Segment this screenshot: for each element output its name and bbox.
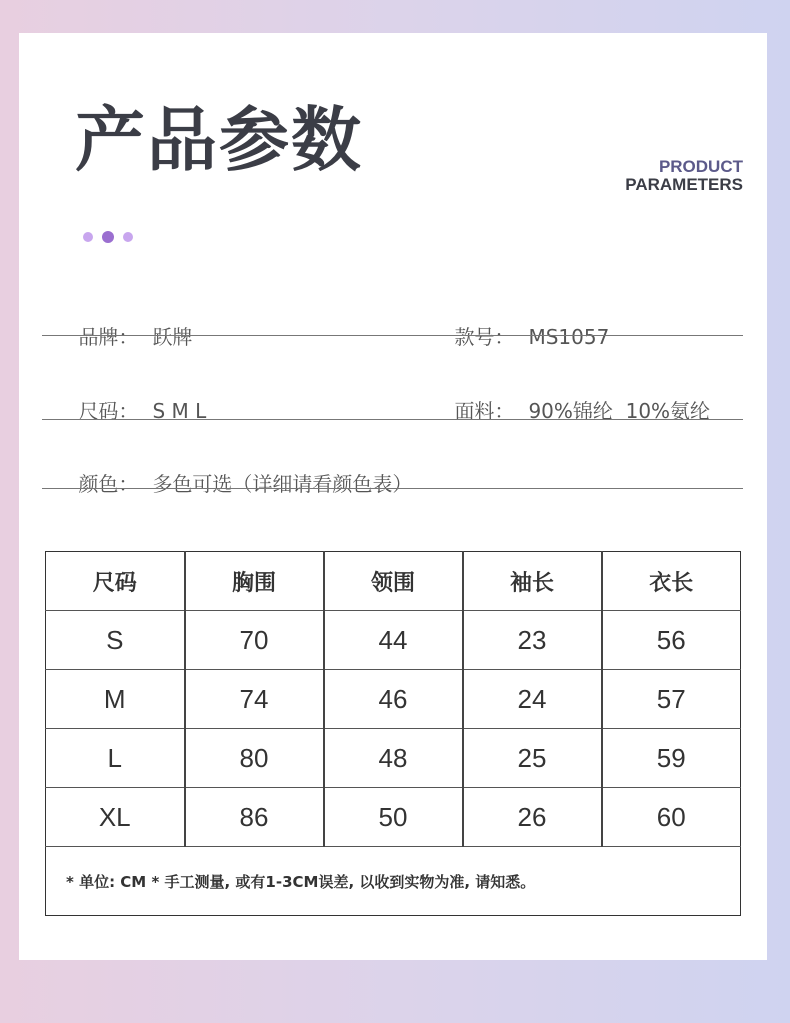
fabric-field <box>429 371 710 448</box>
subtitle-line-2: PARAMETERS <box>625 175 743 194</box>
fabric-value: 90%锦纶 10%氨纶 <box>528 399 711 423</box>
fabric-label: 面料： <box>454 399 515 423</box>
color-field <box>53 444 412 521</box>
table-cell: 86 <box>185 788 324 847</box>
brand-label: 品牌： <box>78 325 139 349</box>
measurement-note: * 单位: CM * 手工测量, 或有1-3CM误差, 以收到实物为准, 请知悉。 <box>66 872 536 891</box>
table-cell: 59 <box>602 729 741 788</box>
dot-icon <box>83 232 93 242</box>
table-cell: 70 <box>185 611 324 670</box>
table-row <box>46 729 741 788</box>
size-table <box>45 551 741 916</box>
size-value: S M L <box>152 399 207 423</box>
header-neck: 领围 <box>324 552 463 611</box>
subtitle-line-1: PRODUCT <box>658 157 743 176</box>
divider <box>42 419 743 420</box>
table-header-row <box>46 552 741 611</box>
table-cell: 60 <box>602 788 741 847</box>
parameters-card <box>19 33 767 960</box>
table-cell: XL <box>46 788 185 847</box>
model-value: MS1057 <box>528 325 610 349</box>
table-cell: 56 <box>602 611 741 670</box>
table-cell: M <box>46 670 185 729</box>
table-cell: 48 <box>324 729 463 788</box>
dot-icon <box>123 232 133 242</box>
divider <box>42 335 743 336</box>
table-cell: 57 <box>602 670 741 729</box>
color-value: 多色可选（详细请看颜色表） <box>152 472 413 496</box>
table-cell: 26 <box>463 788 602 847</box>
brand-value: 跃牌 <box>152 325 193 349</box>
table-note-row <box>46 847 741 916</box>
table-row <box>46 670 741 729</box>
page-title: 产品参数 <box>75 99 363 181</box>
size-label: 尺码： <box>78 399 139 423</box>
table-cell: 24 <box>463 670 602 729</box>
header-chest: 胸围 <box>185 552 324 611</box>
color-label: 颜色： <box>78 472 139 496</box>
divider <box>42 488 743 489</box>
dot-icon <box>102 231 114 243</box>
table-cell: 74 <box>185 670 324 729</box>
table-cell: 80 <box>185 729 324 788</box>
size-field <box>53 371 206 448</box>
table-cell: 25 <box>463 729 602 788</box>
table-cell: 50 <box>324 788 463 847</box>
table-cell: 44 <box>324 611 463 670</box>
table-cell: L <box>46 729 185 788</box>
header-length: 衣长 <box>602 552 741 611</box>
model-label: 款号： <box>454 325 515 349</box>
table-cell: 23 <box>463 611 602 670</box>
table-cell: 46 <box>324 670 463 729</box>
table-row <box>46 611 741 670</box>
decorative-dots <box>83 231 133 243</box>
header-size: 尺码 <box>46 552 185 611</box>
table-row <box>46 788 741 847</box>
english-subtitle <box>625 158 743 194</box>
header-sleeve: 袖长 <box>463 552 602 611</box>
table-cell: S <box>46 611 185 670</box>
